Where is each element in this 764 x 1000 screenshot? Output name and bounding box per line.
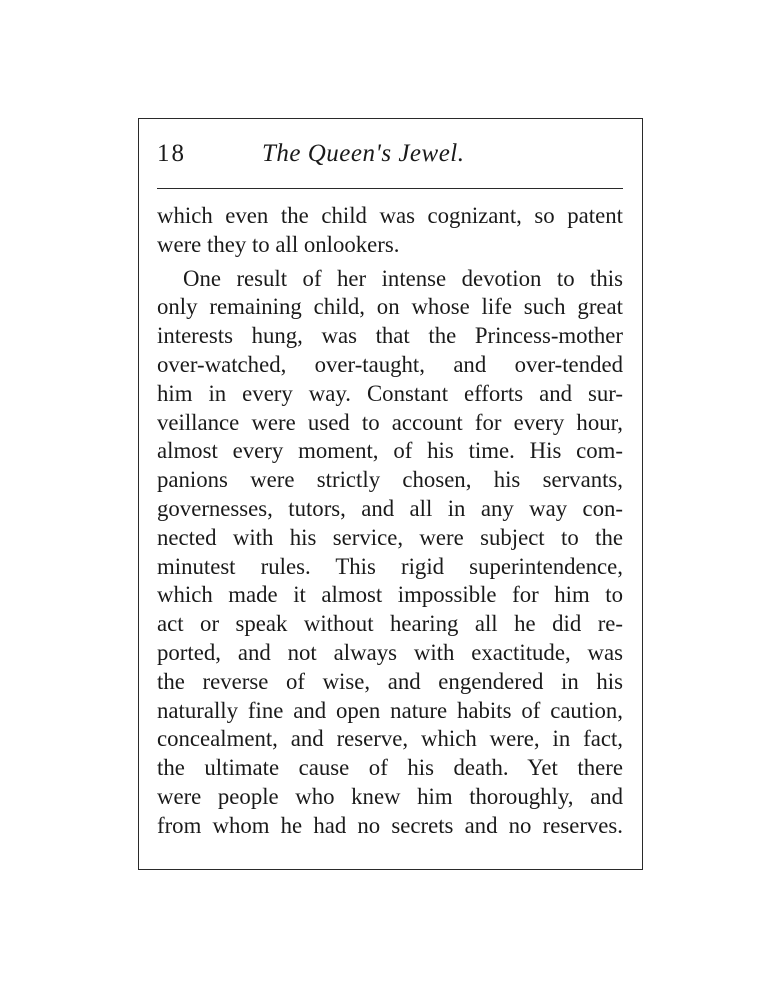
- text-line: interests hung, was that the Princess-mother: [157, 323, 623, 349]
- text-line: only remaining child, on whose life such great: [157, 294, 623, 320]
- text-line: One result of her intense devotion to this: [183, 265, 623, 291]
- paragraph-1: [157, 202, 623, 260]
- text-line: him in every way. Constant efforts and sur-: [157, 380, 623, 406]
- text-line: the ultimate cause of his death. Yet there: [157, 755, 623, 781]
- running-title: The Queen's Jewel.: [262, 140, 465, 167]
- text-line: governesses, tutors, and all in any way con-: [157, 495, 623, 521]
- text-line: panions were strictly chosen, his servants,: [157, 467, 623, 493]
- text-line: over-watched, over-taught, and over-tended: [157, 351, 623, 377]
- text-line: almost every moment, of his time. His com-: [157, 438, 623, 464]
- running-head: [157, 140, 623, 180]
- text-line: minutest rules. This rigid superintendence,: [157, 553, 623, 579]
- text-line: concealment, and reserve, which were, in fact,: [157, 726, 623, 752]
- text-line: ported, and not always with exactitude, was: [157, 639, 623, 665]
- text-line: nected with his service, were subject to the: [157, 524, 623, 550]
- text-line: veillance were used to account for every hour,: [157, 409, 623, 435]
- text-line: were people who knew him thoroughly, and: [157, 783, 623, 809]
- text-line: were they to all onlookers.: [157, 231, 400, 257]
- text-line: the reverse of wise, and engendered in his: [157, 668, 623, 694]
- header-rule: [157, 188, 623, 189]
- text-line: which even the child was cognizant, so patent: [157, 203, 623, 228]
- text-line: act or speak without hearing all he did re-: [157, 611, 623, 637]
- text-line: from whom he had no secrets and no reserves.: [157, 812, 623, 838]
- text-line: which made it almost impossible for him to: [157, 582, 623, 608]
- page-number: 18: [157, 140, 186, 167]
- paragraph-2: [157, 265, 623, 841]
- body-text: [157, 202, 623, 841]
- text-line: naturally fine and open nature habits of caution,: [157, 697, 623, 723]
